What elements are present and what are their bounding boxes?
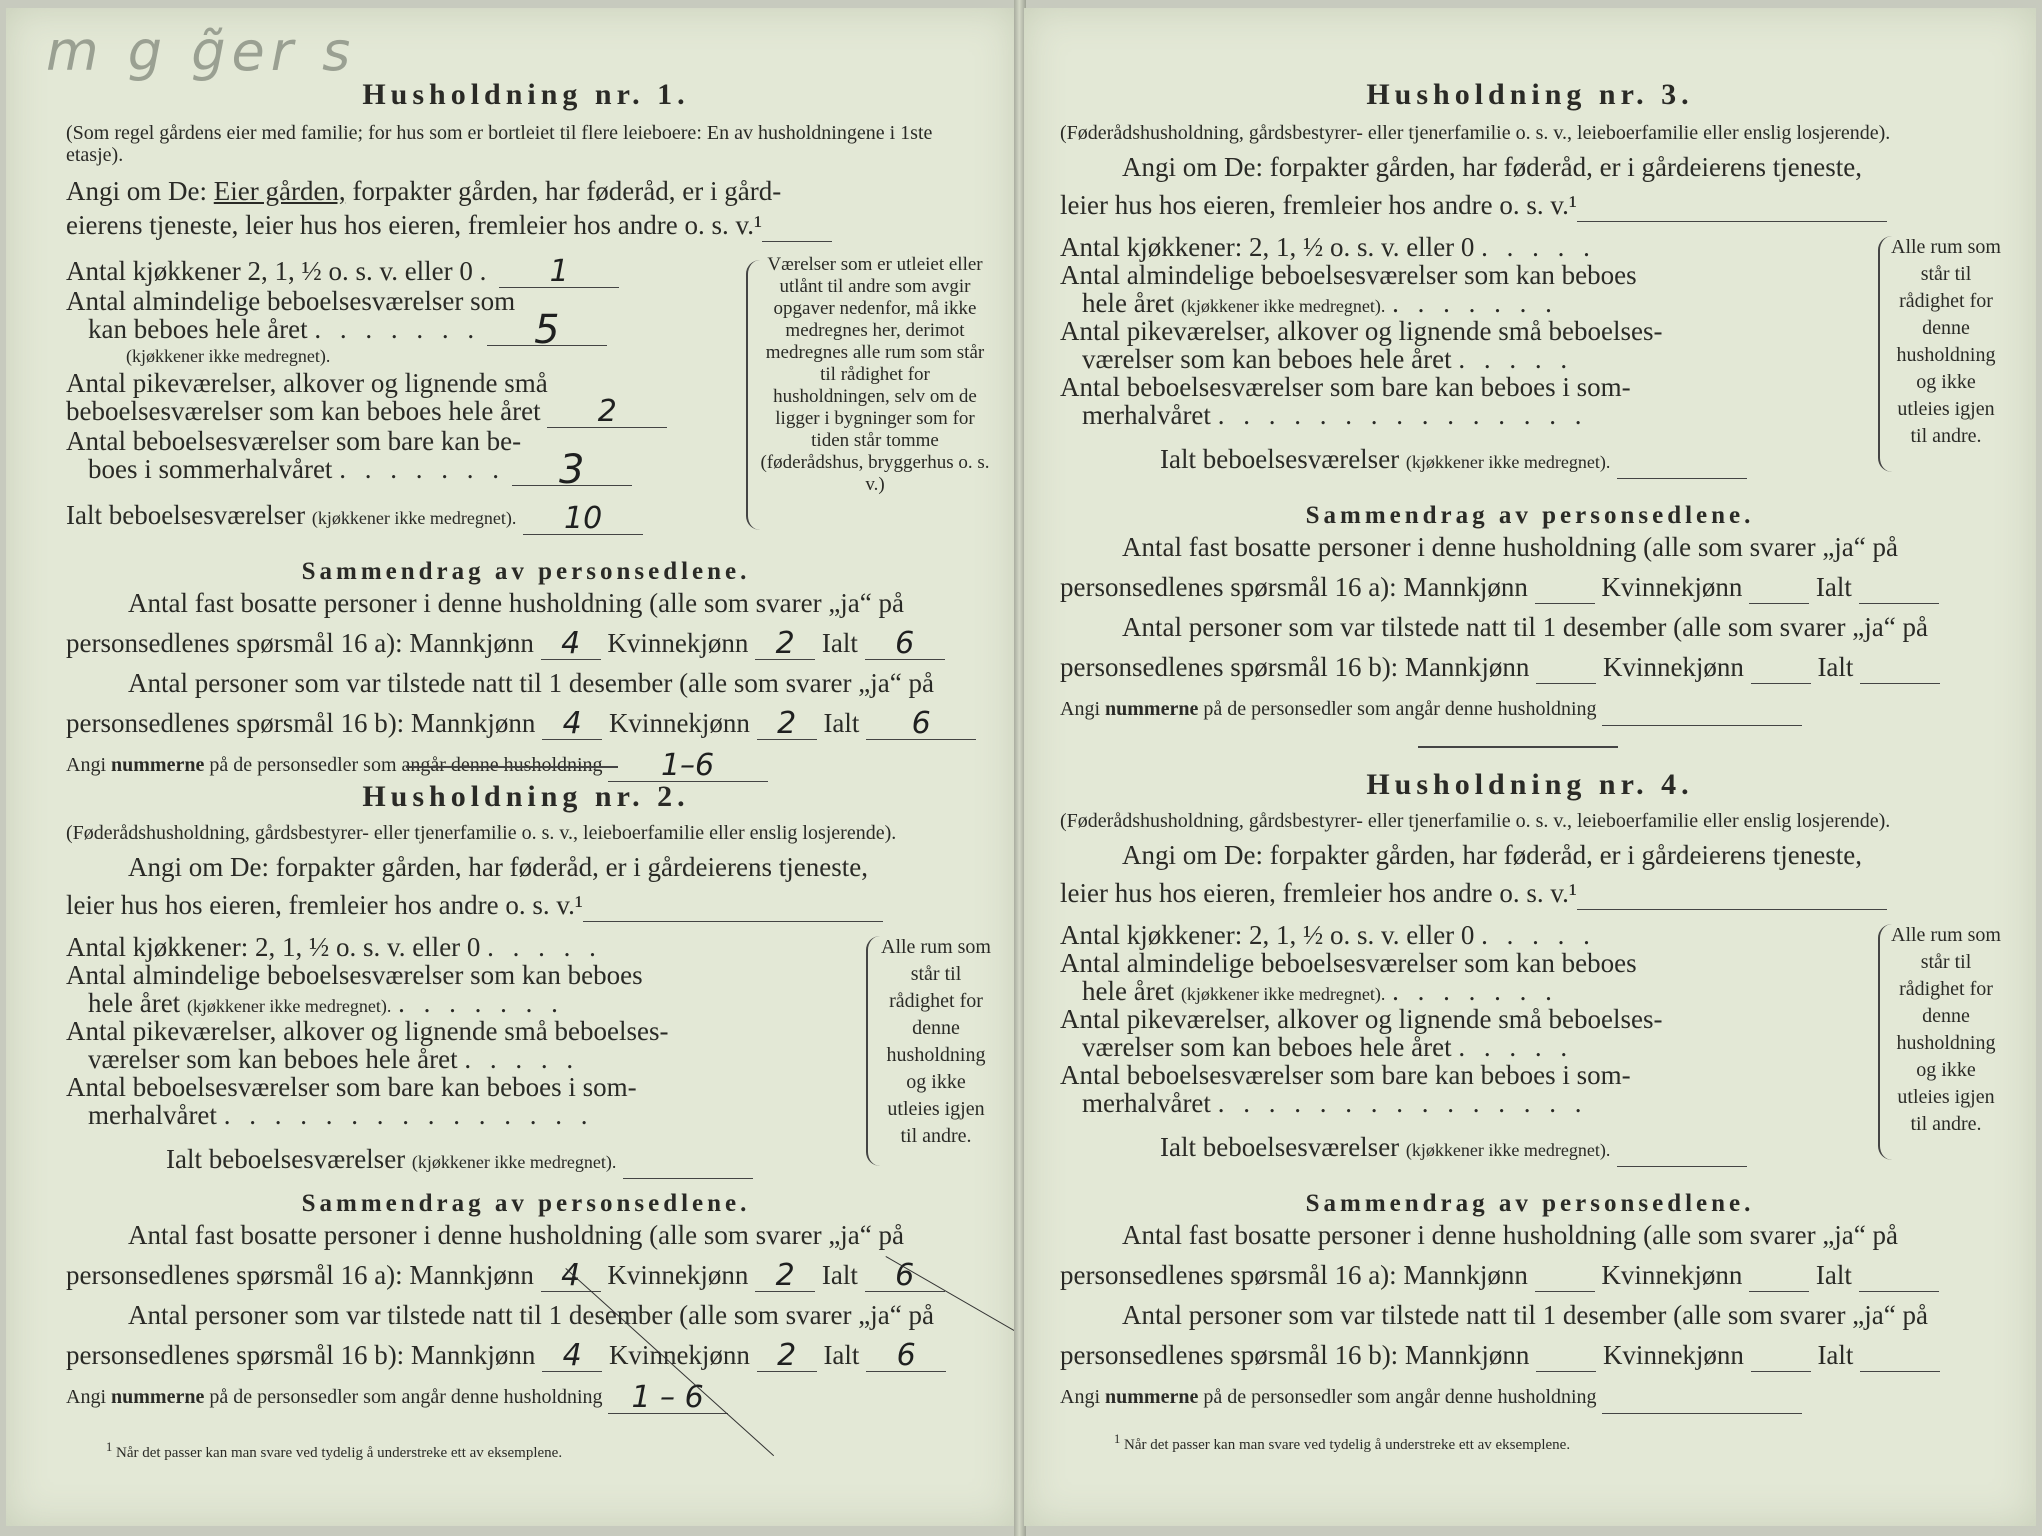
kjokken-label: Antal kjøkkener: 2, 1, ½ o. s. v. eller 0	[1060, 920, 1475, 950]
ialt-short-label: Ialt	[823, 1340, 860, 1370]
tilst-label-b: personsedlenes spørsmål 16 b): Mannkjønn	[66, 1340, 536, 1370]
pencil-note: m g g̃er s	[46, 20, 357, 83]
ialt-short-label: Ialt	[1817, 1340, 1854, 1370]
tilst-ialt[interactable]	[1860, 1371, 1940, 1372]
tilst-label: Antal personer som var tilstede natt til 1 desember (alle som svarer „ja“ på	[128, 668, 934, 698]
pike-label: Antal pikeværelser, alkover og lignende små beboelses-	[1060, 316, 1663, 346]
tilst-ialt[interactable]: 6	[866, 709, 976, 740]
left-page	[6, 8, 1016, 1526]
tilst-ialt[interactable]: 6	[866, 1341, 946, 1372]
fast-ialt[interactable]	[1859, 1291, 1939, 1292]
kvinne-label: Kvinnekjønn	[1601, 1260, 1743, 1290]
alm-label-b: kan beboes hele året	[88, 314, 308, 344]
household-title: Husholdning nr. 1.	[362, 78, 690, 111]
alm-label: Antal almindelige beboelsesværelser som	[66, 286, 516, 316]
kjokken-label: Antal kjøkkener 2, 1, ½ o. s. v. eller 0	[66, 256, 473, 286]
alm-label: Antal almindelige beboelsesværelser som kan beboes	[1060, 948, 1637, 978]
pike-label: Antal pikeværelser, alkover og lignende små	[66, 368, 548, 398]
fast-kvinne[interactable]: 2	[755, 1261, 815, 1292]
tilst-mann[interactable]: 4	[542, 1341, 602, 1372]
fast-label: Antal fast bosatte personer i denne husholdning (alle som svarer „ja“ på	[1122, 532, 1898, 562]
sommer-label: Antal beboelsesværelser som bare kan beboes i som-	[66, 1072, 637, 1102]
tilst-mann[interactable]: 4	[542, 709, 602, 740]
household-note: (Føderådshusholdning, gårdsbestyrer- eller tjenerfamilie o. s. v., leieboerfamilie eller enslig losjerende).	[1060, 810, 1891, 832]
kvinne-label: Kvinnekjønn	[1602, 652, 1744, 682]
kvinne-label: Kvinnekjønn	[1602, 1340, 1744, 1370]
household-4	[1060, 768, 2000, 1414]
kvinne-label: Kvinnekjønn	[608, 1340, 750, 1370]
fast-label-b: personsedlenes spørsmål 16 a): Mannkjønn	[1060, 572, 1528, 602]
sammendrag-title: Sammendrag av personsedlene.	[301, 1190, 751, 1217]
nummer-label-c: på de personsedler som angår denne husholdning	[209, 1386, 603, 1408]
fast-ialt[interactable]	[1859, 603, 1939, 604]
fast-label-b: personsedlenes spørsmål 16 a): Mannkjønn	[66, 1260, 534, 1290]
tilst-label: Antal personer som var tilstede natt til 1 desember (alle som svarer „ja“ på	[128, 1300, 934, 1330]
kjokkener-value[interactable]: 1	[499, 257, 619, 288]
ialt-value[interactable]: 10	[523, 504, 643, 535]
sommer-label: Antal beboelsesværelser som bare kan beboes i som-	[1060, 372, 1631, 402]
fast-ialt[interactable]: 6	[865, 1261, 945, 1292]
footnote-mark: 1	[1114, 1432, 1121, 1446]
alm-label-b: hele året	[1082, 288, 1175, 318]
footnote-text: Når det passer kan man svare ved tydelig å understreke ett av eksemplene.	[1124, 1437, 1571, 1453]
sammendrag-title: Sammendrag av personsedlene.	[301, 558, 751, 585]
kvinne-label: Kvinnekjønn	[608, 708, 750, 738]
fast-mann[interactable]: 4	[541, 629, 601, 660]
alm-label: Antal almindelige beboelsesværelser som kan beboes	[66, 960, 643, 990]
sammendrag-title: Sammendrag av personsedlene.	[1305, 502, 1755, 529]
sammendrag-title: Sammendrag av personsedlene.	[1305, 1190, 1755, 1217]
alm-label-b: hele året	[88, 988, 181, 1018]
nummer-label-b: nummerne	[1105, 1386, 1199, 1408]
footnote	[106, 1440, 562, 1462]
sommer-label: Antal beboelsesværelser som bare kan be-	[66, 426, 522, 456]
household-1	[66, 78, 990, 783]
tilst-kvinne[interactable]: 2	[757, 709, 817, 740]
ialt-label: Ialt beboelsesværelser	[1160, 1132, 1400, 1162]
household-note: (Føderådshusholdning, gårdsbestyrer- eller tjenerfamilie o. s. v., leieboerfamilie eller enslig losjerende).	[1060, 122, 1891, 144]
household-note: (Som regel gårdens eier med familie; for hus som er bortleiet til flere leieboere: En av husholdningene i 1ste etasje).	[66, 122, 933, 166]
pike-label-b: værelser som kan beboes hele året	[1082, 344, 1452, 374]
pike-label-b: beboelsesværelser som kan beboes hele året	[66, 396, 541, 426]
sommer-label-b: merhalvåret	[88, 1100, 217, 1130]
nummer-label-b: nummerne	[1105, 698, 1199, 720]
side-note: Alle rum som står til rådighet for denne husholdning og ikke utleies igjen til andre.	[881, 936, 991, 1147]
nummer-label-a: Angi	[1060, 1386, 1100, 1408]
tilst-kvinne[interactable]	[1751, 683, 1811, 684]
nummer-value[interactable]	[1602, 1413, 1802, 1414]
household-title: Husholdning nr. 3.	[1366, 78, 1694, 111]
household-note: (Føderådshusholdning, gårdsbestyrer- eller tjenerfamilie o. s. v., leieboerfamilie eller enslig losjerende).	[66, 822, 897, 844]
pike-label: Antal pikeværelser, alkover og lignende små beboelses-	[1060, 1004, 1663, 1034]
alm-note: (kjøkkener ikke medregnet).	[186, 996, 392, 1016]
alm-note: (kjøkkener ikke medregnet).	[126, 346, 331, 366]
tilst-mann[interactable]	[1536, 1371, 1596, 1372]
fast-kvinne[interactable]: 2	[755, 629, 815, 660]
footnote	[1114, 1432, 1570, 1454]
side-note: Alle rum som står til rådighet for denne husholdning og ikke utleies igjen til andre.	[1891, 236, 2001, 447]
angi-rest: forpakter gården, har føderåd, er i gårdeierens tjeneste,	[275, 852, 868, 882]
alm-note: (kjøkkener ikke medregnet).	[1180, 984, 1386, 1004]
sommer-label-b: merhalvåret	[1082, 400, 1211, 430]
nummer-label-c: på de personsedler som angår denne husholdning	[209, 754, 603, 776]
pike-label-b: værelser som kan beboes hele året	[1082, 1032, 1452, 1062]
fast-label: Antal fast bosatte personer i denne husholdning (alle som svarer „ja“ på	[128, 588, 904, 618]
kvinne-label: Kvinnekjønn	[607, 1260, 749, 1290]
angi-rest-2: leier hus hos eieren, fremleier hos andre o. s. v.¹	[66, 890, 583, 920]
nummer-label-b: nummerne	[111, 754, 205, 776]
sommer-label-b: boes i sommerhalvåret	[88, 454, 333, 484]
angi-rest-2: eierens tjeneste, leier hus hos eieren, fremleier hos andre o. s. v.¹	[66, 210, 763, 240]
ialt-note: (kjøkkener ikke medregnet).	[1405, 1140, 1611, 1160]
nummer-label-a: Angi	[66, 1386, 106, 1408]
rooms-block: Antal kjøkkener: 2, 1, ½ o. s. v. eller 0 . . . . . Antal almindelige beboelsesværelser som kan beboes hele året (kjøkkener ikke medregnet). . . . . . . . Antal pikeværelser, alkover og lignende små beboelses- værelser som kan beboes hele året . . . . . Antal beboelsesværelser som bare kan beboes i som- merhalvåret . . . . . . . . . . . . . . . Ialt beboelsesværelser (kjøkkener ikke medregnet). Alle rum som står til rådighet for denne husholdning og ikke utleies igjen til andre.	[66, 930, 986, 1160]
nummer-label-c: på de personsedler som angår denne husholdning	[1203, 698, 1597, 720]
pike-value[interactable]: 2	[547, 397, 667, 428]
angi-rest-2: leier hus hos eieren, fremleier hos andre o. s. v.¹	[1060, 878, 1577, 908]
angi-label: Angi om De:	[1122, 840, 1263, 870]
ialt-value[interactable]	[1617, 478, 1747, 479]
angi-rest: forpakter gården, har føderåd, er i gårdeierens tjeneste,	[1269, 840, 1862, 870]
ialt-value[interactable]	[1617, 1166, 1747, 1167]
fast-label: Antal fast bosatte personer i denne husholdning (alle som svarer „ja“ på	[128, 1220, 904, 1250]
footnote-mark: 1	[106, 1440, 113, 1454]
fast-mann[interactable]	[1535, 603, 1595, 604]
angi-rest: forpakter gården, har føderåd, er i gårdeierens tjeneste,	[1269, 152, 1862, 182]
fast-mann[interactable]: 4	[541, 1261, 601, 1292]
rooms-block: Antal kjøkkener: 2, 1, ½ o. s. v. eller 0 . . . . . Antal almindelige beboelsesværelser som kan beboes hele året (kjøkkener ikke medregnet). . . . . . . . Antal pikeværelser, alkover og lignende små beboelses- værelser som kan beboes hele året . . . . . Antal beboelsesværelser som bare kan beboes i som- merhalvåret . . . . . . . . . . . . . . . Ialt beboelsesværelser (kjøkkener ikke medregnet). Alle rum som står til rådighet for denne husholdning og ikke utleies igjen til andre.	[1060, 918, 2000, 1158]
nummer-value[interactable]: 1 – 6	[608, 1383, 728, 1414]
fast-mann[interactable]	[1535, 1291, 1595, 1292]
alm-label: Antal almindelige beboelsesværelser som kan beboes	[1060, 260, 1637, 290]
household-3	[1060, 78, 2000, 726]
separator	[406, 766, 618, 768]
pike-label: Antal pikeværelser, alkover og lignende små beboelses-	[66, 1016, 669, 1046]
tilst-kvinne[interactable]	[1751, 1371, 1811, 1372]
angi-rest-2: leier hus hos eieren, fremleier hos andre o. s. v.¹	[1060, 190, 1577, 220]
angi-label: Angi om De:	[128, 852, 269, 882]
nummer-value[interactable]	[1602, 725, 1802, 726]
ialt-value[interactable]	[623, 1178, 753, 1179]
kvinne-label: Kvinnekjønn	[607, 628, 749, 658]
alm-label-b: hele året	[1082, 976, 1175, 1006]
separator	[1418, 746, 1618, 748]
household-2	[66, 780, 991, 1415]
household-title: Husholdning nr. 4.	[1366, 768, 1694, 801]
nummer-label-a: Angi	[66, 754, 106, 776]
tilst-label-b: personsedlenes spørsmål 16 b): Mannkjønn	[66, 708, 536, 738]
ialt-short-label: Ialt	[1815, 1260, 1852, 1290]
footnote-text: Når det passer kan man svare ved tydelig å understreke ett av eksemplene.	[116, 1445, 563, 1461]
nummer-label-a: Angi	[1060, 698, 1100, 720]
angi-label: Angi om De:	[66, 176, 207, 206]
ialt-short-label: Ialt	[821, 628, 858, 658]
sommer-label: Antal beboelsesværelser som bare kan beboes i som-	[1060, 1060, 1631, 1090]
ialt-label: Ialt beboelsesværelser	[66, 500, 306, 530]
rooms-block: Antal kjøkkener: 2, 1, ½ o. s. v. eller 0 . . . . . Antal almindelige beboelsesværelser som kan beboes hele året (kjøkkener ikke medregnet). . . . . . . . Antal pikeværelser, alkover og lignende små beboelses- værelser som kan beboes hele året . . . . . Antal beboelsesværelser som bare kan beboes i som- merhalvåret . . . . . . . . . . . . . . . Ialt beboelsesværelser (kjøkkener ikke medregnet). Alle rum som står til rådighet for denne husholdning og ikke utleies igjen til andre.	[1060, 230, 2000, 470]
tilst-mann[interactable]	[1536, 683, 1596, 684]
fast-label-b: personsedlenes spørsmål 16 a): Mannkjønn	[1060, 1260, 1528, 1290]
rooms-block: Antal kjøkkener 2, 1, ½ o. s. v. eller 0 . 1 Antal almindelige beboelsesværelser som kan beboes hele året . . . . . . . 5 (kjøkkener ikke medregnet). Antal pikeværelser, alkover og lignende små beboelsesværelser som kan beboes hele året 2 Antal beboelsesværelser som bare kan be- boes i sommerhalvåret . . . . . . . 3 Ialt beboelsesværelser (kjøkkener ikke medregnet). 10 Værelser som er utleiet eller utlånt til andre som avgir opgaver nedenfor, må ikke medregnes her, derimot medregnes alle rum som står til rådighet for husholdningen, selv om de ligger i bygninger som for tiden står tomme (føderådshus, bryggerhus o. s. v.)	[66, 254, 990, 536]
angi-label: Angi om De:	[1122, 152, 1263, 182]
kjokken-label: Antal kjøkkener: 2, 1, ½ o. s. v. eller 0	[1060, 232, 1475, 262]
fast-label: Antal fast bosatte personer i denne husholdning (alle som svarer „ja“ på	[1122, 1220, 1898, 1250]
nummer-value[interactable]: 1–6	[608, 751, 768, 782]
right-page	[1024, 8, 2036, 1526]
ialt-label: Ialt beboelsesværelser	[166, 1144, 406, 1174]
ialt-note: (kjøkkener ikke medregnet).	[1405, 452, 1611, 472]
fast-kvinne[interactable]	[1749, 1291, 1809, 1292]
alm-note: (kjøkkener ikke medregnet).	[1180, 296, 1386, 316]
eier-option[interactable]: Eier gården,	[213, 176, 346, 206]
tilst-label-b: personsedlenes spørsmål 16 b): Mannkjønn	[1060, 1340, 1530, 1370]
brace	[746, 260, 760, 530]
fast-label-b: personsedlenes spørsmål 16 a): Mannkjønn	[66, 628, 534, 658]
ialt-short-label: Ialt	[1815, 572, 1852, 602]
ialt-label: Ialt beboelsesværelser	[1160, 444, 1400, 474]
tilst-label: Antal personer som var tilstede natt til 1 desember (alle som svarer „ja“ på	[1122, 1300, 1928, 1330]
nummer-label-c: på de personsedler som angår denne husholdning	[1203, 1386, 1597, 1408]
side-note-1: Værelser som er utleiet eller utlånt til andre som avgir opgaver nedenfor, må ikke medregnes her, derimot medregnes alle rum som står til rådighet for husholdningen, selv om de ligger i bygninger som for tiden står tomme (føderådshus, bryggerhus o. s. v.)	[760, 254, 990, 495]
sommer-value[interactable]: 3	[512, 455, 632, 486]
nummer-label-b: nummerne	[111, 1386, 205, 1408]
tilst-kvinne[interactable]: 2	[757, 1341, 817, 1372]
tilst-ialt[interactable]	[1860, 683, 1940, 684]
side-note: Alle rum som står til rådighet for denne husholdning og ikke utleies igjen til andre.	[1891, 924, 2001, 1135]
ialt-note: (kjøkkener ikke medregnet).	[411, 1152, 617, 1172]
fast-ialt[interactable]: 6	[865, 629, 945, 660]
alm-value[interactable]: 5	[487, 315, 607, 346]
tilst-label: Antal personer som var tilstede natt til 1 desember (alle som svarer „ja“ på	[1122, 612, 1928, 642]
kvinne-label: Kvinnekjønn	[1601, 572, 1743, 602]
ialt-short-label: Ialt	[823, 708, 860, 738]
angi-rest: forpakter gården, har føderåd, er i gård-	[352, 176, 782, 206]
tilst-label-b: personsedlenes spørsmål 16 b): Mannkjønn	[1060, 652, 1530, 682]
ialt-note: (kjøkkener ikke medregnet).	[311, 508, 517, 528]
ialt-short-label: Ialt	[821, 1260, 858, 1290]
pike-label-b: værelser som kan beboes hele året	[88, 1044, 458, 1074]
ialt-short-label: Ialt	[1817, 652, 1854, 682]
household-title: Husholdning nr. 2.	[362, 780, 690, 813]
kjokken-label: Antal kjøkkener: 2, 1, ½ o. s. v. eller 0	[66, 932, 481, 962]
sommer-label-b: merhalvåret	[1082, 1088, 1211, 1118]
fast-kvinne[interactable]	[1749, 603, 1809, 604]
